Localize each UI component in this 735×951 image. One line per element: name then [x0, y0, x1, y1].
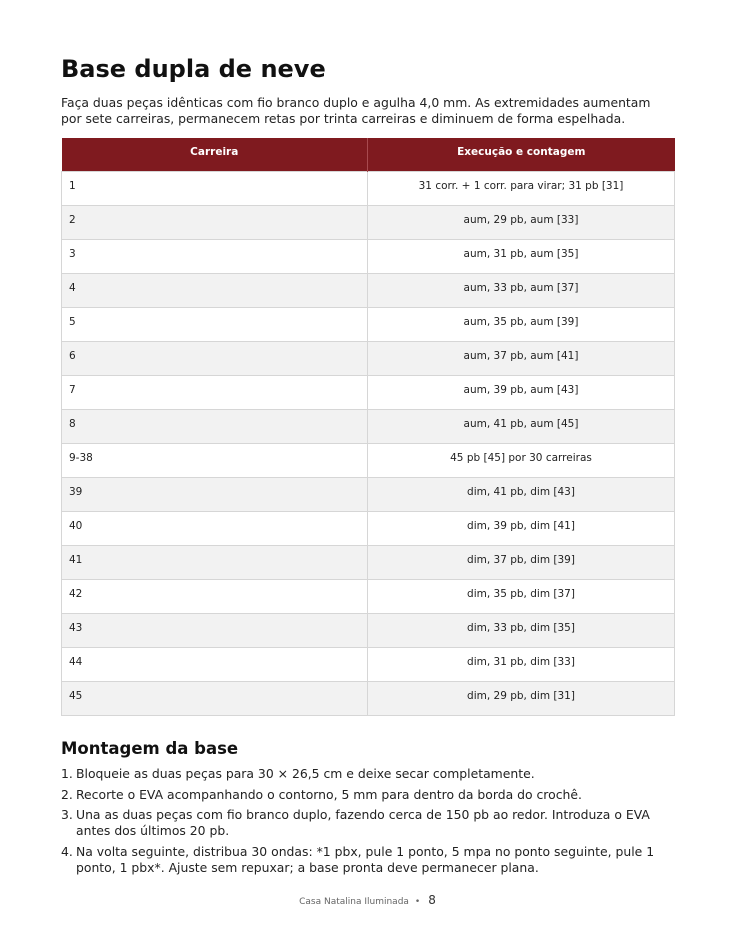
- column-header-instructions: Execução e contagem: [368, 138, 675, 171]
- instruction-cell: aum, 31 pb, aum [35]: [368, 239, 675, 273]
- step-number: 3.: [61, 807, 73, 822]
- instruction-cell: aum, 39 pb, aum [43]: [368, 375, 675, 409]
- instruction-cell: aum, 29 pb, aum [33]: [368, 205, 675, 239]
- table-row: [62, 681, 675, 715]
- row-number-cell: 44: [62, 647, 368, 681]
- instruction-cell: dim, 29 pb, dim [31]: [368, 681, 675, 715]
- list-item: [61, 807, 674, 839]
- row-number-cell: 9-38: [62, 443, 368, 477]
- table-row: [62, 273, 675, 307]
- table-row: [62, 375, 675, 409]
- table-row: [62, 579, 675, 613]
- list-item: [61, 844, 674, 876]
- table-row: [62, 511, 675, 545]
- instruction-cell: aum, 35 pb, aum [39]: [368, 307, 675, 341]
- step-text: Na volta seguinte, distribua 30 ondas: *1 pbx, pule 1 ponto, 5 mpa no ponto seguinte, pule 1 ponto, 1 pbx*. Ajuste sem repuxar; a base pronta deve permanecer plana.: [76, 843, 655, 875]
- instruction-cell: 45 pb [45] por 30 carreiras: [368, 443, 675, 477]
- row-number-cell: 42: [62, 579, 368, 613]
- instruction-cell: dim, 37 pb, dim [39]: [368, 545, 675, 579]
- table-row: [62, 443, 675, 477]
- table-row: [62, 613, 675, 647]
- table-row: [62, 171, 675, 205]
- table-row: [62, 545, 675, 579]
- row-number-cell: 7: [62, 375, 368, 409]
- row-number-cell: 1: [62, 171, 368, 205]
- instruction-cell: dim, 31 pb, dim [33]: [368, 647, 675, 681]
- instruction-cell: dim, 33 pb, dim [35]: [368, 613, 675, 647]
- table-row: [62, 205, 675, 239]
- row-number-cell: 41: [62, 545, 368, 579]
- row-number-cell: 40: [62, 511, 368, 545]
- list-item: [61, 787, 674, 803]
- intro-paragraph: Faça duas peças idênticas com fio branco duplo e agulha 4,0 mm. As extremidades aumentam por sete carreiras, permanecem retas por trinta carreiras e diminuem de forma espelhada.: [61, 95, 651, 126]
- instruction-cell: aum, 37 pb, aum [41]: [368, 341, 675, 375]
- footer-separator: •: [414, 897, 421, 907]
- page-footer: [61, 893, 674, 907]
- table-row: [62, 647, 675, 681]
- table-row: [62, 409, 675, 443]
- step-number: 2.: [61, 786, 73, 802]
- row-number-cell: 2: [62, 205, 368, 239]
- step-text: Recorte o EVA acompanhando o contorno, 5 mm para dentro da borda do crochê.: [76, 786, 582, 802]
- step-number: 4.: [61, 843, 73, 859]
- footer-book-title: Casa Natalina Iluminada: [299, 897, 409, 907]
- table-header-row: [62, 138, 675, 171]
- table-row: [62, 477, 675, 511]
- instruction-cell: 31 corr. + 1 corr. para virar; 31 pb [31]: [368, 171, 675, 205]
- list-item: [61, 766, 674, 782]
- instruction-cell: dim, 39 pb, dim [41]: [368, 511, 675, 545]
- step-text: Bloqueie as duas peças para 30 × 26,5 cm e deixe secar completamente.: [76, 766, 535, 781]
- row-number-cell: 3: [62, 239, 368, 273]
- row-number-cell: 39: [62, 477, 368, 511]
- page-title: Base dupla de neve: [61, 55, 326, 83]
- row-number-cell: 4: [62, 273, 368, 307]
- row-number-cell: 6: [62, 341, 368, 375]
- row-number-cell: 43: [62, 613, 368, 647]
- instruction-cell: dim, 35 pb, dim [37]: [368, 579, 675, 613]
- table-row: [62, 341, 675, 375]
- instruction-cell: aum, 33 pb, aum [37]: [368, 273, 675, 307]
- row-number-cell: 8: [62, 409, 368, 443]
- assembly-steps-list: [61, 766, 674, 880]
- table-row: [62, 307, 675, 341]
- row-number-cell: 5: [62, 307, 368, 341]
- assembly-heading: Montagem da base: [61, 739, 239, 758]
- rows-table: [61, 138, 675, 716]
- page-number: 8: [428, 893, 436, 907]
- step-text: Una as duas peças com fio branco duplo, fazendo cerca de 150 pb ao redor. Introduza o EVA antes dos últimos 20 pb.: [76, 807, 650, 838]
- row-number-cell: 45: [62, 681, 368, 715]
- table-row: [62, 239, 675, 273]
- column-header-row: Carreira: [62, 138, 368, 171]
- instruction-cell: aum, 41 pb, aum [45]: [368, 409, 675, 443]
- instruction-cell: dim, 41 pb, dim [43]: [368, 477, 675, 511]
- step-number: 1.: [61, 766, 73, 781]
